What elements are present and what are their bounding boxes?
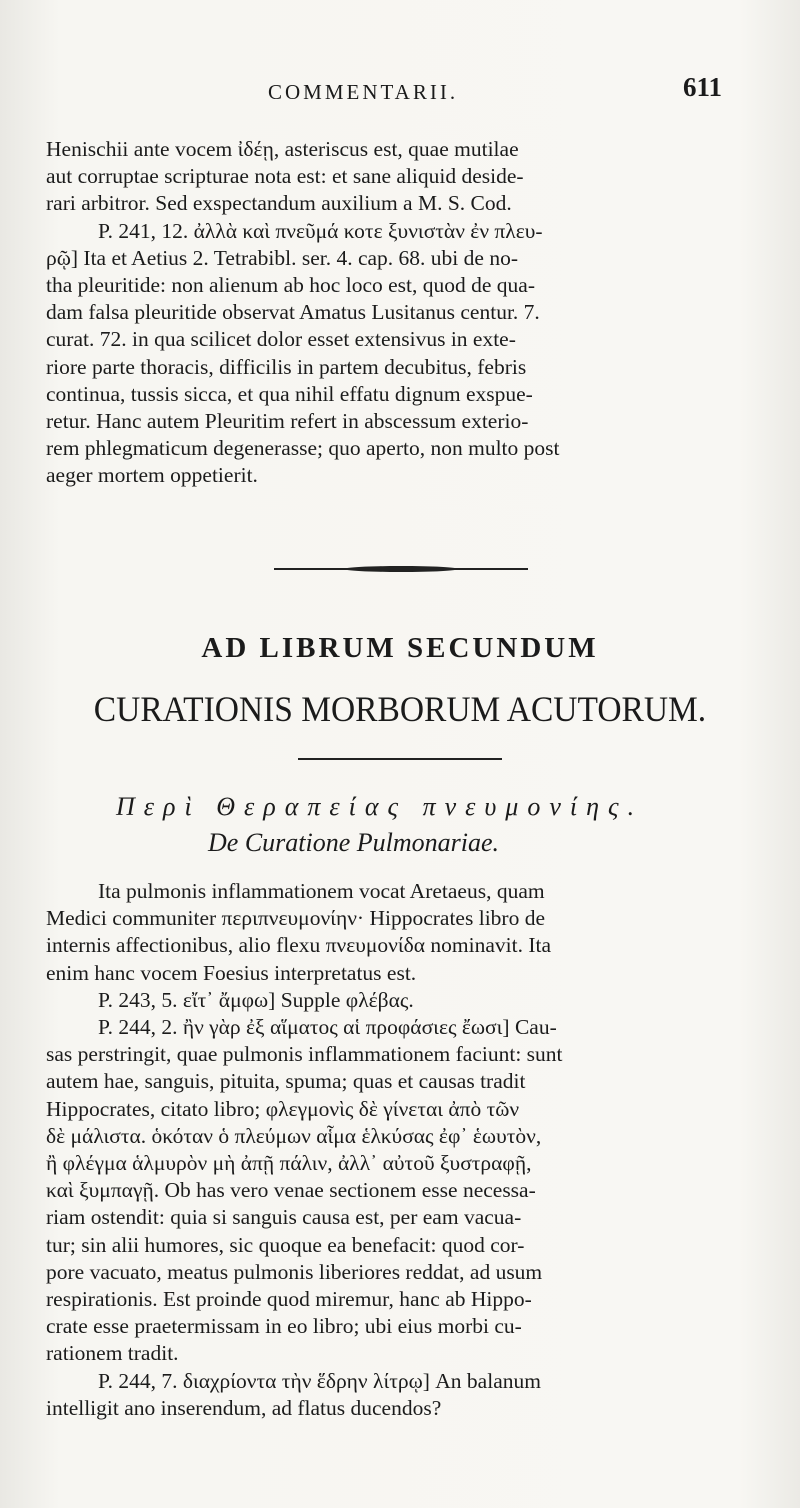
- chapter-commentary: [46, 878, 751, 1422]
- text-line: continua, tussis sicca, et qua nihil effatu dignum exspue-: [46, 381, 533, 406]
- greek-subheading: Περὶ Θεραπείας πνευμονίης.: [116, 792, 644, 821]
- latin-subheading: De Curatione Pulmonariae.: [208, 828, 500, 857]
- continued-commentary: [46, 136, 751, 490]
- text-line: tha pleuritide: non alienum ab hoc loco est, quod de qua-: [46, 273, 535, 298]
- text-line: pore vacuato, meatus pulmonis liberiores reddat, ad usum: [46, 1259, 543, 1284]
- text-line: rationem tradit.: [46, 1341, 179, 1366]
- section-heading-line2: CURATIONIS MORBORUM ACUTORUM.: [93, 689, 707, 729]
- text-line: enim hanc vocem Foesius interpretatus est.: [46, 960, 417, 985]
- text-line: Ita pulmonis inflammationem vocat Aretaeus, quam: [98, 879, 545, 903]
- text-line: P. 243, 5. εἴτ᾽ ἄμφω] Supple φλέβας.: [98, 987, 414, 1012]
- text-line: δὲ μάλιστα. ὁκόταν ὁ πλεύμων αἷμα ἑλκύσας ἐφ᾽ ἑωυτὸν,: [46, 1123, 542, 1148]
- rule-swell: [344, 566, 458, 572]
- page-number: 611: [683, 72, 723, 102]
- text-line: P. 244, 7. διαχρίοντα τὴν ἕδρην λίτρῳ] An balanum: [98, 1368, 541, 1393]
- section-heading-line1: AD LIBRUM SECUNDUM: [201, 632, 599, 664]
- text-line: Henischii ante vocem ἰδέῃ, asteriscus est, quae mutilae: [46, 137, 519, 161]
- ornamental-rule: [274, 566, 528, 572]
- text-line: rari arbitror. Sed exspectandum auxilium a M. S. Cod.: [46, 191, 512, 216]
- text-line: rem phlegmaticum degenerasse; quo aperto, non multo post: [46, 436, 560, 461]
- text-line: καὶ ξυμπαγῇ. Ob has vero venae sectionem esse necessa-: [46, 1178, 536, 1203]
- text-line: P. 244, 2. ἢν γὰρ ἐξ αἵματος αἱ προφάσιες ἔωσι] Cau-: [98, 1015, 557, 1040]
- text-line: Hippocrates, citato libro; φλεγμονὶς δὲ γίνεται ἀπὸ τῶν: [46, 1096, 520, 1121]
- text-line: ἢ φλέγμα ἁλμυρὸν μὴ ἀπῇ πάλιν, ἀλλ᾽ αὐτοῦ ξυστραφῇ,: [46, 1151, 532, 1176]
- text-line: P. 241, 12. ἀλλὰ καὶ πνεῦμά κοτε ξυνιστὰν ἐν πλευ-: [98, 218, 543, 243]
- text-line: curat. 72. in qua scilicet dolor esset extensivus in exte-: [46, 327, 516, 352]
- text-line: autem hae, sanguis, pituita, spuma; quas et causas tradit: [46, 1069, 526, 1094]
- heading-rule: [298, 758, 502, 760]
- text-line: crate esse praetermissam in eo libro; ubi eius morbi cu-: [46, 1314, 522, 1339]
- page-header: [0, 72, 800, 112]
- text-line: ρῷ] Ita et Aetius 2. Tetrabibl. ser. 4. cap. 68. ubi de no-: [46, 245, 518, 270]
- running-head: COMMENTARII.: [268, 80, 459, 104]
- text-line: tur; sin alii humores, sic quoque ea benefacit: quod cor-: [46, 1232, 525, 1257]
- text-line: internis affectionibus, alio flexu πνευμονίδα nominavit. Ita: [46, 933, 552, 958]
- text-line: aut corruptae scripturae nota est: et sane aliquid deside-: [46, 164, 524, 189]
- text-line: intelligit ano inserendum, ad flatus ducendos?: [46, 1395, 442, 1420]
- text-line: respirationis. Est proinde quod miremur, hanc ab Hippo-: [46, 1287, 532, 1312]
- text-line: sas perstringit, quae pulmonis inflammationem faciunt: sunt: [46, 1042, 563, 1067]
- text-line: dam falsa pleuritide observat Amatus Lusitanus centur. 7.: [46, 300, 540, 325]
- text-line: riam ostendit: quia si sanguis causa est, per eam vacua-: [46, 1205, 522, 1230]
- text-line: retur. Hanc autem Pleuritim refert in abscessum exterio-: [46, 409, 529, 434]
- text-line: riore parte thoracis, difficilis in partem decubitus, febris: [46, 354, 527, 379]
- text-line: Medici communiter περιπνευμονίην· Hippocrates libro de: [46, 906, 545, 931]
- text-line: aeger mortem oppetierit.: [46, 463, 258, 488]
